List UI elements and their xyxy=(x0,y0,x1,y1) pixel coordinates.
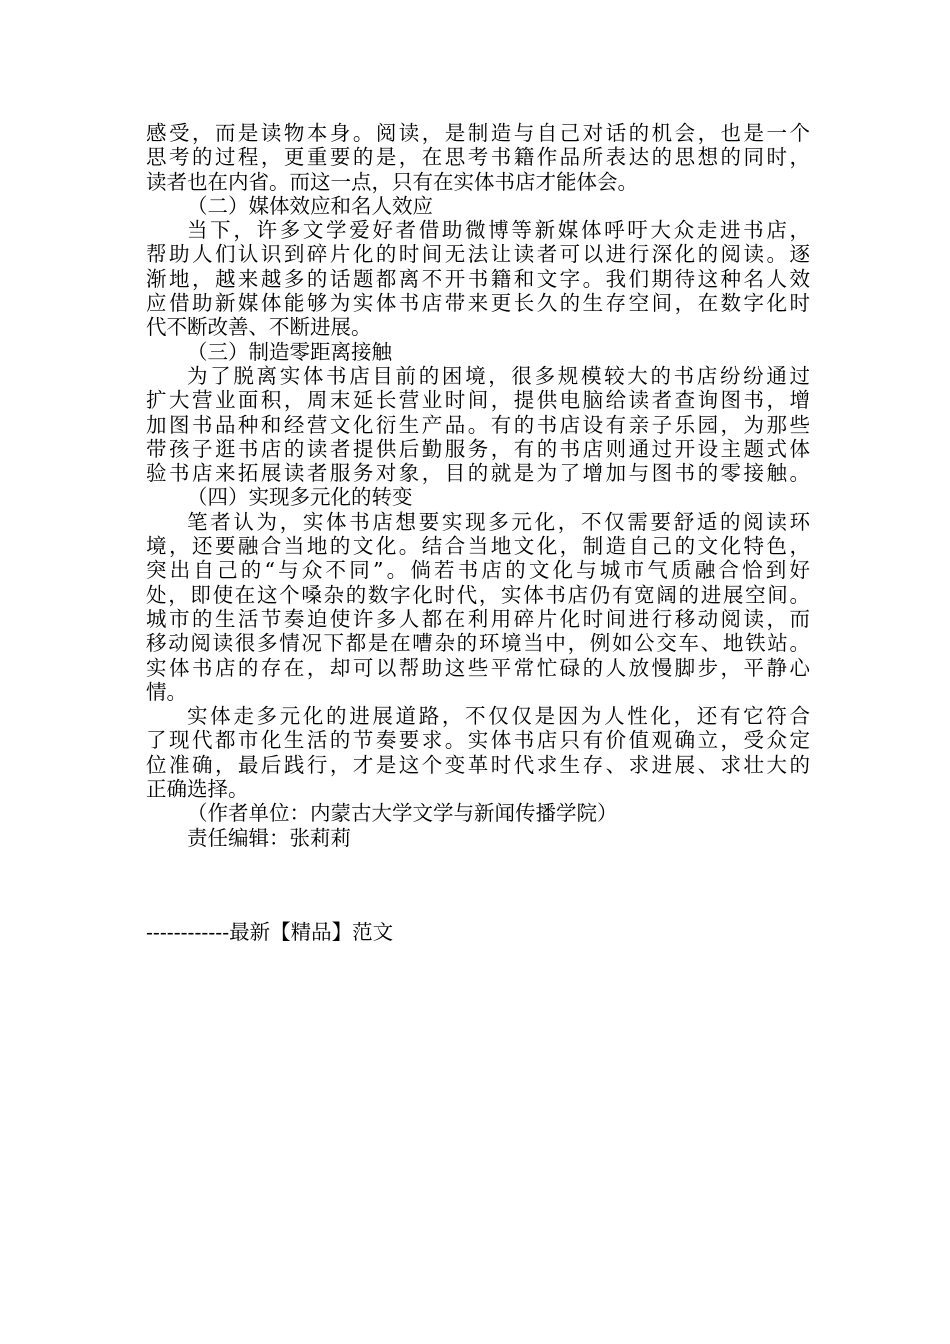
text-line: 突出自己的“与众不同”。倘若书店的文化与城市气质融合恰到好 xyxy=(146,558,810,583)
text-line: 代不断改善、不断进展。 xyxy=(146,315,372,340)
text-line: （作者单位：内蒙古大学文学与新闻传播学院） xyxy=(187,801,618,826)
text-line: 扩大营业面积，周末延长营业时间，提供电脑给读者查询图书，增 xyxy=(146,388,810,413)
text-line: 责任编辑：张莉莉 xyxy=(187,825,351,850)
text-line: 了现代都市化生活的节奏要求。实体书店只有价值观确立，受众定 xyxy=(146,728,810,753)
text-line: 读者也在内省。而这一点，只有在实体书店才能体会。 xyxy=(146,169,638,194)
text-line: 笔者认为，实体书店想要实现多元化，不仅需要舒适的阅读环 xyxy=(187,509,810,534)
text-line: （三）制造零距离接触 xyxy=(187,339,392,364)
text-line: 移动阅读很多情况下都是在嘈杂的环境当中，例如公交车、地铁站。 xyxy=(146,631,810,656)
text-line: 情。 xyxy=(146,679,187,704)
text-line: 境，还要融合当地的文化。结合当地文化，制造自己的文化特色， xyxy=(146,534,810,559)
article-body xyxy=(146,121,810,850)
text-line: 当下，许多文学爱好者借助微博等新媒体呼吁大众走进书店， xyxy=(187,218,810,243)
text-line: 为了脱离实体书店目前的困境，很多规模较大的书店纷纷通过 xyxy=(187,363,810,388)
text-line: 帮助人们认识到碎片化的时间无法让读者可以进行深化的阅读。逐 xyxy=(146,242,810,267)
text-line: 思考的过程，更重要的是，在思考书籍作品所表达的思想的同时， xyxy=(146,145,810,170)
text-line: 正确选择。 xyxy=(146,777,249,802)
text-line: 位准确，最后践行，才是这个变革时代求生存、求进展、求壮大的 xyxy=(146,752,810,777)
text-line: 带孩子逛书店的读者提供后勤服务，有的书店则通过开设主题式体 xyxy=(146,436,810,461)
footer-watermark: ------------最新【精品】范文 xyxy=(146,920,394,944)
text-line: 实体走多元化的进展道路，不仅仅是因为人性化，还有它符合 xyxy=(187,704,810,729)
text-line: 验书店来拓展读者服务对象，目的就是为了增加与图书的零接触。 xyxy=(146,461,810,486)
text-line: 加图书品种和经营文化衍生产品。有的书店设有亲子乐园，为那些 xyxy=(146,412,810,437)
text-line: 渐地，越来越多的话题都离不开书籍和文字。我们期待这种名人效 xyxy=(146,266,810,291)
text-line: 感受，而是读物本身。阅读，是制造与自己对话的机会，也是一个 xyxy=(146,121,810,145)
text-line: （四）实现多元化的转变 xyxy=(187,485,413,510)
text-line: 城市的生活节奏迫使许多人都在利用碎片化时间进行移动阅读，而 xyxy=(146,606,810,631)
text-line: 处，即使在这个嗓杂的数字化时代，实体书店仍有宽阔的进展空间。 xyxy=(146,582,810,607)
text-line: 实体书店的存在，却可以帮助这些平常忙碌的人放慢脚步，平静心 xyxy=(146,655,810,680)
text-line: （二）媒体效应和名人效应 xyxy=(187,193,433,218)
text-line: 应借助新媒体能够为实体书店带来更长久的生存空间，在数字化时 xyxy=(146,291,810,316)
